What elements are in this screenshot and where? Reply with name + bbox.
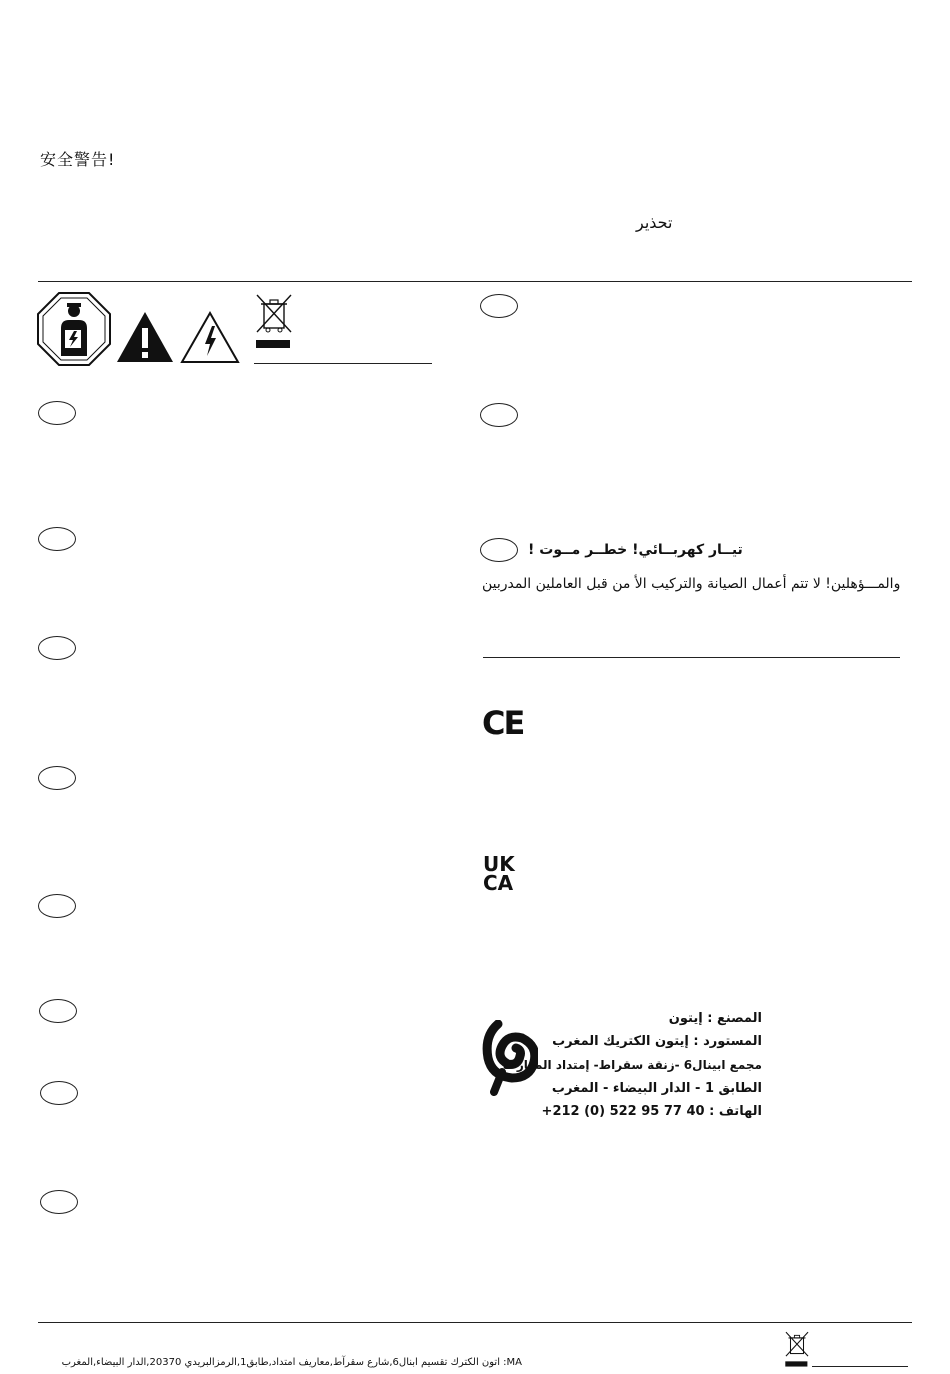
weee-crossed-bin-icon <box>254 292 294 350</box>
importer-line: المستورد : إيتون الكتريك المغرب <box>552 1034 762 1049</box>
technician-octagon-icon <box>37 292 111 366</box>
language-oval <box>39 999 77 1023</box>
arabic-warning-heading: تحذير <box>636 213 673 232</box>
language-oval <box>480 294 518 318</box>
weee-crossed-bin-icon <box>784 1330 810 1368</box>
top-divider <box>38 281 912 282</box>
ukca-line-1: UK <box>483 852 515 876</box>
arabic-danger-title: تيــار كهربــائي! خطــر مــوت ! <box>528 542 743 558</box>
language-oval <box>38 527 76 551</box>
language-oval <box>38 766 76 790</box>
address-line-2: الطابق 1 - الدار البيضاء - المغرب <box>551 1081 762 1096</box>
address-line-1: مجمع ابينال6 -زنقة سقراط- إمتداد المعارف <box>502 1058 762 1072</box>
language-oval <box>40 1081 78 1105</box>
ce-mark-icon: CE <box>482 704 524 742</box>
footer-icon-underline <box>812 1366 908 1367</box>
phone-line: الهاتف : 40 77 95 522 (0) 212+ <box>541 1104 762 1119</box>
chinese-warning-heading: 安全警告! <box>40 150 116 169</box>
warning-triangle-icon <box>115 310 175 364</box>
ukca-line-2: CA <box>483 871 514 895</box>
language-oval <box>38 894 76 918</box>
language-oval <box>480 403 518 427</box>
language-oval <box>40 1190 78 1214</box>
ukca-mark-icon <box>483 852 515 895</box>
electric-shock-triangle-icon <box>179 310 241 364</box>
language-oval-arabic <box>480 538 518 562</box>
language-oval <box>38 401 76 425</box>
language-oval <box>38 636 76 660</box>
manufacturer-line: المصنع : إيتون <box>668 1011 762 1026</box>
icon-underline <box>254 363 432 364</box>
bottom-divider <box>38 1322 912 1323</box>
arabic-danger-body: والمـــؤهلين! لا تتم أعمال الصيانة والتركيب الأ من قبل العاملين المدربين <box>482 576 901 592</box>
footer-address: MA: اتون الكترك تقسيم ابنال6,شارع سقرآط,معاريف امتداد,طابق1,الرمزالبريدي 20370,الدار البيضاء,المغرب <box>61 1357 522 1368</box>
right-divider <box>483 657 900 658</box>
